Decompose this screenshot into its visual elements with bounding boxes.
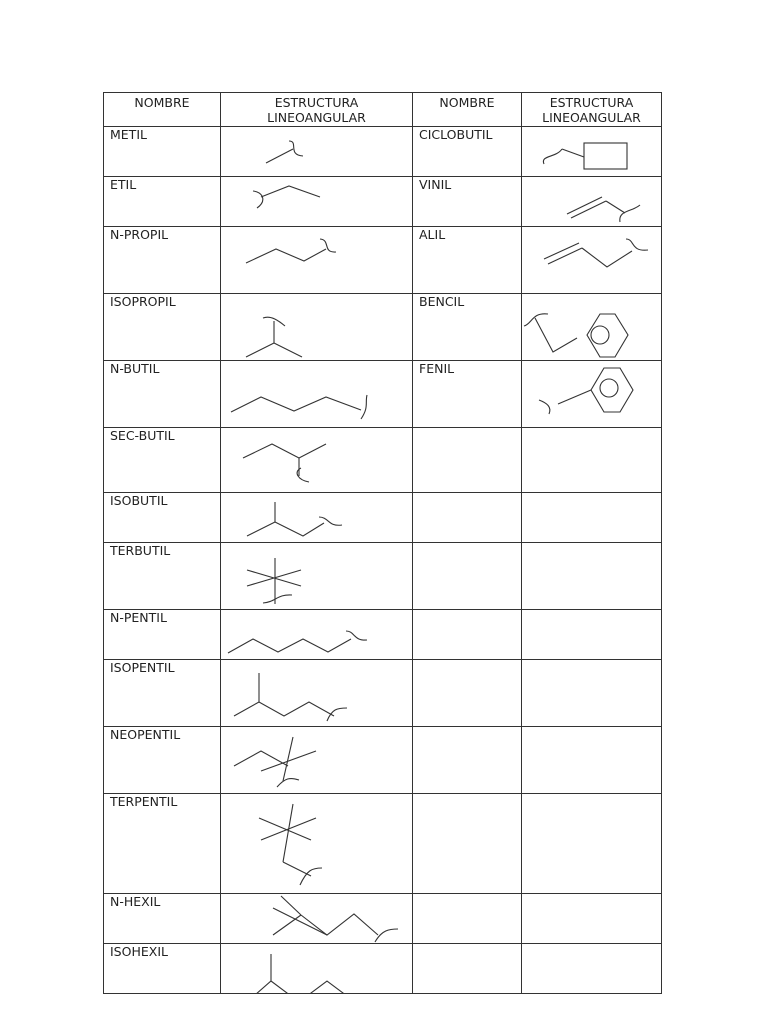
empty-cell	[522, 944, 662, 994]
structure-cell	[221, 127, 413, 177]
cyclobutyl-structure-icon	[522, 127, 662, 177]
structure-cell	[221, 177, 413, 227]
structure-cell	[221, 660, 413, 727]
structure-cell	[221, 794, 413, 894]
structure-cell	[221, 493, 413, 543]
structure-cell	[522, 177, 662, 227]
structure-cell	[221, 610, 413, 660]
empty-cell	[413, 428, 522, 493]
table-row	[104, 428, 662, 493]
empty-cell	[522, 894, 662, 944]
table-row	[104, 610, 662, 660]
table-row	[104, 944, 662, 994]
empty-cell	[413, 493, 522, 543]
group-name: TERPENTIL	[104, 794, 221, 894]
table-row	[104, 660, 662, 727]
sec-butyl-structure-icon	[221, 428, 413, 493]
group-name: N-PENTIL	[104, 610, 221, 660]
header-structure-1: ESTRUCTURA LINEOANGULAR	[221, 93, 413, 127]
tert-butyl-structure-icon	[221, 543, 413, 610]
header-name-2: NOMBRE	[413, 93, 522, 127]
vinyl-structure-icon	[522, 177, 662, 227]
empty-cell	[522, 428, 662, 493]
empty-cell	[522, 543, 662, 610]
structure-cell	[221, 894, 413, 944]
table-row	[104, 177, 662, 227]
structure-cell	[522, 361, 662, 428]
table-row	[104, 727, 662, 794]
group-name: CICLOBUTIL	[413, 127, 522, 177]
isobutyl-structure-icon	[221, 493, 413, 543]
structure-cell	[221, 361, 413, 428]
group-name: VINIL	[413, 177, 522, 227]
empty-cell	[413, 944, 522, 994]
isopentyl-structure-icon	[221, 660, 413, 727]
table-row	[104, 794, 662, 894]
empty-cell	[413, 727, 522, 794]
empty-cell	[413, 543, 522, 610]
phenyl-structure-icon	[522, 361, 662, 428]
structure-cell	[221, 428, 413, 493]
group-name: BENCIL	[413, 294, 522, 361]
header-row	[104, 93, 662, 127]
empty-cell	[522, 660, 662, 727]
group-name: ETIL	[104, 177, 221, 227]
header-name-1: NOMBRE	[104, 93, 221, 127]
empty-cell	[413, 610, 522, 660]
n-pentyl-structure-icon	[221, 610, 413, 660]
allyl-structure-icon	[522, 227, 662, 294]
group-name: SEC-BUTIL	[104, 428, 221, 493]
group-name: ISOHEXIL	[104, 944, 221, 994]
empty-cell	[413, 894, 522, 944]
group-name: ISOPENTIL	[104, 660, 221, 727]
structure-cell	[221, 227, 413, 294]
neopentyl-structure-icon	[221, 727, 413, 794]
table-row	[104, 543, 662, 610]
empty-cell	[522, 493, 662, 543]
structure-cell	[221, 944, 413, 994]
table-row	[104, 127, 662, 177]
structure-cell	[522, 127, 662, 177]
n-butyl-structure-icon	[221, 361, 413, 428]
group-name: N-BUTIL	[104, 361, 221, 428]
group-name: METIL	[104, 127, 221, 177]
group-name: ALIL	[413, 227, 522, 294]
structure-cell	[522, 227, 662, 294]
table-row	[104, 493, 662, 543]
structure-cell	[221, 294, 413, 361]
n-hexyl-structure-icon	[221, 894, 413, 944]
ethyl-structure-icon	[221, 177, 413, 227]
structure-cell	[221, 543, 413, 610]
group-name: ISOBUTIL	[104, 493, 221, 543]
group-name: NEOPENTIL	[104, 727, 221, 794]
table-row	[104, 294, 662, 361]
methyl-structure-icon	[221, 127, 413, 177]
empty-cell	[522, 727, 662, 794]
empty-cell	[413, 794, 522, 894]
table-row	[104, 227, 662, 294]
benzyl-structure-icon	[522, 294, 662, 361]
group-name: N-PROPIL	[104, 227, 221, 294]
tert-pentyl-structure-icon	[221, 794, 413, 894]
n-propyl-structure-icon	[221, 227, 413, 294]
empty-cell	[522, 610, 662, 660]
structure-cell	[522, 294, 662, 361]
alkyl-groups-table	[103, 92, 662, 994]
isohexyl-structure-icon	[221, 944, 413, 994]
group-name: ISOPROPIL	[104, 294, 221, 361]
header-structure-2: ESTRUCTURA LINEOANGULAR	[522, 93, 662, 127]
table-row	[104, 894, 662, 944]
table-row	[104, 361, 662, 428]
empty-cell	[522, 794, 662, 894]
structure-cell	[221, 727, 413, 794]
group-name: TERBUTIL	[104, 543, 221, 610]
group-name: N-HEXIL	[104, 894, 221, 944]
isopropyl-structure-icon	[221, 294, 413, 361]
group-name: FENIL	[413, 361, 522, 428]
empty-cell	[413, 660, 522, 727]
